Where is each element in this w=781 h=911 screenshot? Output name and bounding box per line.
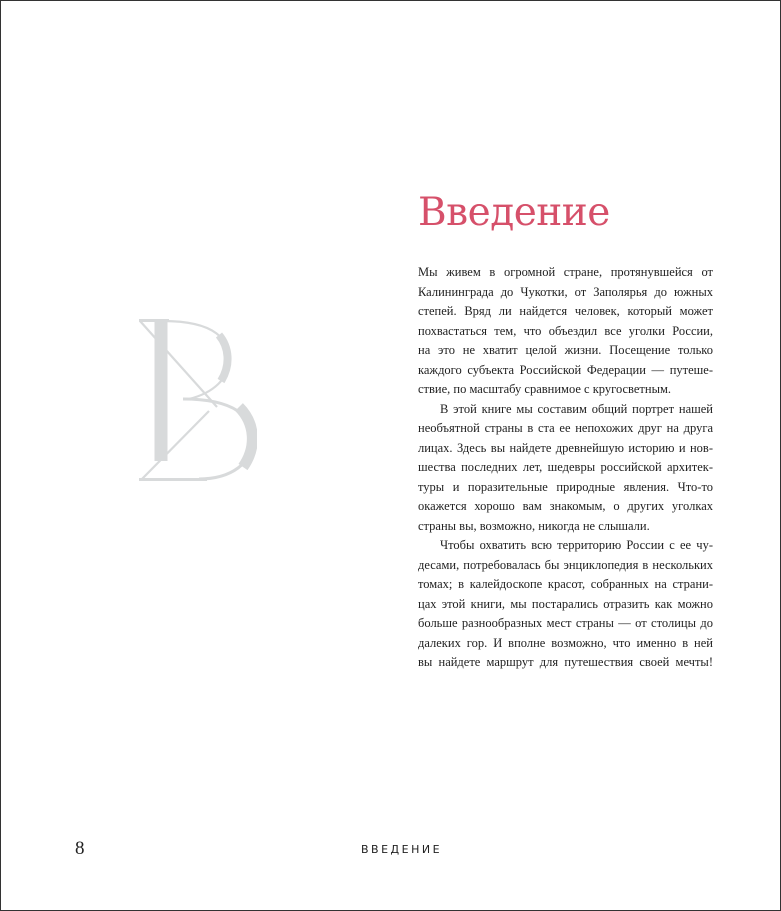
text-line: вы найдете маршрут для путешествия своей мечты! [418,655,713,669]
text-line: лицах. Здесь вы найдете древнейшую историю и нов- [418,440,713,455]
text-line: Мы живем в огромной стране, протянувшейся от [418,265,713,279]
text-line: десами, потребовалась бы энциклопедия в нескольких [418,557,713,572]
text-line: далеких гор. И вполне возможно, что именно в ней [418,635,713,650]
text-line: степей. Вряд ли найдется человек, который может [418,304,713,318]
text-line: Чтобы охватить всю территорию России с ее чу- [440,538,713,552]
body-text [418,263,713,673]
text-line: Калининграда до Чукотки, от Заполярья до южных [418,284,713,299]
text-line: В этой книге мы составим общий портрет нашей [440,401,713,416]
text-line: страны вы, возможно, никогда не слышали. [418,518,650,533]
text-line: на это не хватит целой жизни. Посещение только [418,343,713,357]
text-line: похвастаться тем, что объездил все уголки России, [418,323,713,338]
text-line: ствие, по масштабу сравнимое с кругосветным. [418,382,672,396]
text-line: туры и поразительные природные явления. Что-то [418,479,713,494]
text-line: шества последних лет, шедевры российской архитек- [418,460,713,474]
running-head: ВВЕДЕНИЕ [361,843,443,856]
text-line: больше разнообразных мест страны — от столицы до [418,616,713,630]
text-line: каждого субъекта Российской Федерации — путеше- [418,362,713,377]
chapter-title: Введение [418,190,610,235]
text-line: необъятной страны в ста ее непохожих друг на друга [418,421,713,435]
page-number: 8 [75,838,85,859]
text-line: окажется хорошо вам знакомым, о других уголках [418,499,713,513]
text-line: томах; в калейдоскопе красот, собранных на страни- [418,577,713,591]
text-line: цах этой книги, мы постарались отразить как можно [418,596,713,611]
decorative-drop-letter-v [139,319,257,481]
